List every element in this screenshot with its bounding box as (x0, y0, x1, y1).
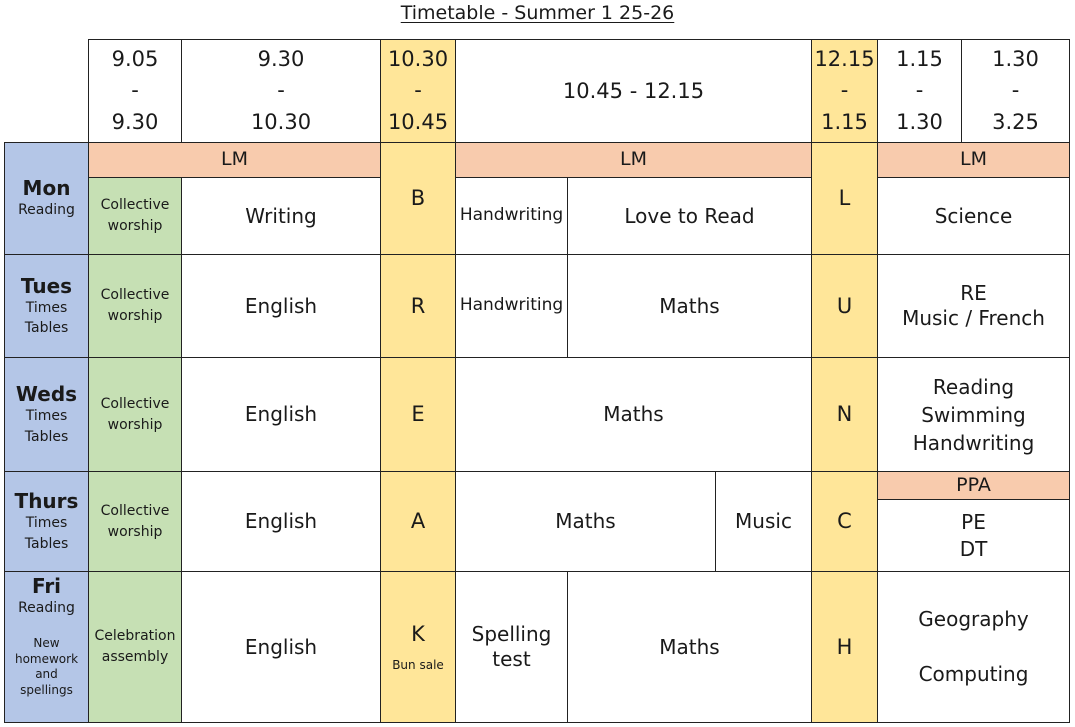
break-letter: R (410, 293, 426, 318)
time-slot-4 (877, 39, 962, 143)
time-end: 1.15 (821, 109, 868, 134)
lesson-mon-handwriting (455, 177, 568, 255)
lesson-text: Handwriting (912, 430, 1035, 455)
lesson-text: English (244, 293, 318, 318)
day-note: spellings (20, 683, 73, 698)
day-name: Fri (31, 574, 62, 598)
lunch-letter: N (836, 402, 853, 427)
day-name: Mon (22, 176, 71, 201)
cover-label: PPA (956, 473, 991, 496)
worship-mon (88, 177, 182, 255)
day-note: homework (14, 651, 79, 666)
cover-lm-morning (88, 142, 381, 178)
lesson-text: Swimming (921, 402, 1026, 427)
lesson-text: test (492, 647, 531, 671)
day-sub: Times (25, 299, 68, 316)
time-start: 10.30 (387, 47, 449, 71)
time-start: 9.30 (257, 47, 305, 71)
cover-label: LM (620, 148, 647, 171)
time-slot-1 (88, 39, 182, 143)
lesson-thurs-maths (455, 471, 716, 572)
time-slot-lunch (811, 39, 878, 143)
lesson-mon-love-to-read (567, 177, 812, 255)
lesson-text: Maths (555, 509, 616, 533)
lesson-tues-re-music-french (877, 254, 1070, 358)
lunch-letter: U (836, 293, 853, 318)
break-letter: B (410, 186, 426, 211)
lesson-text: Celebration (94, 628, 176, 644)
worship-thurs (88, 471, 182, 572)
lesson-weds-maths (455, 357, 812, 472)
day-sub: Tables (24, 320, 69, 336)
time-slot-break (380, 39, 456, 143)
lesson-text: Spelling (471, 622, 552, 646)
lesson-text: worship (107, 523, 163, 540)
lesson-text: Computing (918, 662, 1029, 686)
time-start: 12.15 (814, 47, 875, 71)
day-name: Tues (20, 273, 73, 298)
break-letter-b (380, 142, 456, 255)
cover-label: LM (960, 148, 987, 171)
worship-weds (88, 357, 182, 472)
lesson-text: PE (961, 509, 986, 534)
lesson-fri-spelling-test (455, 571, 568, 723)
break-letter-e (380, 357, 456, 472)
lunch-letter-h (811, 571, 878, 723)
cover-lm-midday (455, 142, 812, 178)
lesson-fri-english (181, 571, 381, 723)
lesson-text: Geography (918, 607, 1029, 631)
lunch-letter: H (836, 634, 853, 659)
day-weds (4, 357, 89, 472)
lesson-fri-maths (567, 571, 812, 723)
time-dash: - (414, 78, 422, 103)
lesson-text: DT (959, 536, 988, 561)
lesson-text: Collective (100, 502, 170, 519)
day-name: Thurs (14, 489, 79, 514)
time-end: 9.30 (111, 109, 159, 134)
cover-label: LM (221, 148, 248, 171)
lunch-letter-u (811, 254, 878, 358)
day-name: Weds (15, 382, 78, 407)
day-sub: Times (25, 515, 68, 532)
day-note: and (35, 667, 58, 682)
time-end: 10.45 (387, 109, 449, 134)
lunch-letter-c (811, 471, 878, 572)
day-sub: Reading (18, 600, 75, 616)
lesson-text: English (244, 634, 318, 659)
time-end: 1.30 (896, 109, 943, 134)
lesson-text: English (244, 509, 318, 533)
time-range: 10.45 - 12.15 (562, 78, 705, 103)
break-letter: E (411, 402, 425, 427)
lesson-text: assembly (101, 649, 169, 665)
lesson-mon-science (877, 177, 1070, 255)
time-end: 3.25 (992, 109, 1039, 134)
lesson-text: Music / French (902, 306, 1045, 330)
time-dash: - (277, 78, 285, 103)
time-dash: - (131, 78, 139, 103)
lunch-letter-n (811, 357, 878, 472)
time-dash: - (840, 78, 849, 103)
break-letter-k (380, 571, 456, 723)
time-start: 1.30 (992, 47, 1039, 71)
time-slot-3 (455, 39, 812, 143)
day-sub: Reading (18, 202, 75, 219)
lesson-text: Collective (100, 197, 170, 213)
celebration-fri (88, 571, 182, 723)
time-dash: - (915, 78, 924, 103)
time-start: 1.15 (896, 47, 943, 71)
cover-lm-afternoon (877, 142, 1070, 178)
time-end: 10.30 (250, 109, 312, 134)
lunch-letter: L (838, 186, 851, 211)
lesson-text: Love to Read (624, 203, 755, 228)
break-letter-a (380, 471, 456, 572)
day-mon (4, 142, 89, 255)
lesson-thurs-music (715, 471, 812, 572)
time-dash: - (1011, 78, 1020, 103)
lesson-text: Maths (659, 634, 720, 659)
lunch-letter: C (837, 509, 852, 534)
day-fri (4, 571, 89, 723)
lesson-text: Maths (659, 293, 720, 318)
lesson-text: Maths (603, 402, 664, 426)
lesson-text: Handwriting (459, 205, 564, 226)
break-letter: A (410, 509, 426, 534)
break-letter: K (411, 622, 425, 647)
day-note: New (33, 636, 60, 651)
lesson-text: Writing (245, 203, 317, 228)
lesson-weds-afternoon (877, 357, 1070, 472)
day-sub: Times (25, 408, 68, 425)
lesson-tues-handwriting (455, 254, 568, 358)
break-letter-r (380, 254, 456, 358)
time-slot-5 (961, 39, 1070, 143)
lesson-text: Collective (100, 287, 170, 303)
time-start: 9.05 (111, 47, 159, 71)
time-slot-2 (181, 39, 381, 143)
day-thurs (4, 471, 89, 572)
lesson-thurs-pe-dt (877, 499, 1070, 572)
lesson-tues-maths (567, 254, 812, 358)
lesson-text: worship (107, 308, 163, 324)
lesson-fri-geography-computing (877, 571, 1070, 723)
lesson-text: Science (934, 203, 1013, 228)
day-sub: Tables (24, 428, 69, 445)
lesson-text: Music (735, 509, 792, 533)
lesson-text: Collective (100, 395, 170, 412)
lesson-text: worship (107, 416, 163, 433)
day-tues (4, 254, 89, 358)
lesson-mon-writing (181, 177, 381, 255)
lunch-letter-l (811, 142, 878, 255)
lesson-text: Handwriting (459, 295, 564, 316)
lesson-weds-english (181, 357, 381, 472)
lesson-text: RE (960, 281, 987, 305)
day-sub: Tables (24, 535, 69, 552)
lesson-text: Reading (932, 374, 1015, 399)
cover-ppa (877, 471, 1070, 500)
lesson-thurs-english (181, 471, 381, 572)
lesson-tues-english (181, 254, 381, 358)
lesson-text: worship (107, 218, 163, 234)
page-title: Timetable - Summer 1 25-26 (400, 2, 675, 24)
lesson-text: English (244, 402, 318, 426)
bun-sale-note: Bun sale (392, 657, 444, 672)
worship-tues (88, 254, 182, 358)
